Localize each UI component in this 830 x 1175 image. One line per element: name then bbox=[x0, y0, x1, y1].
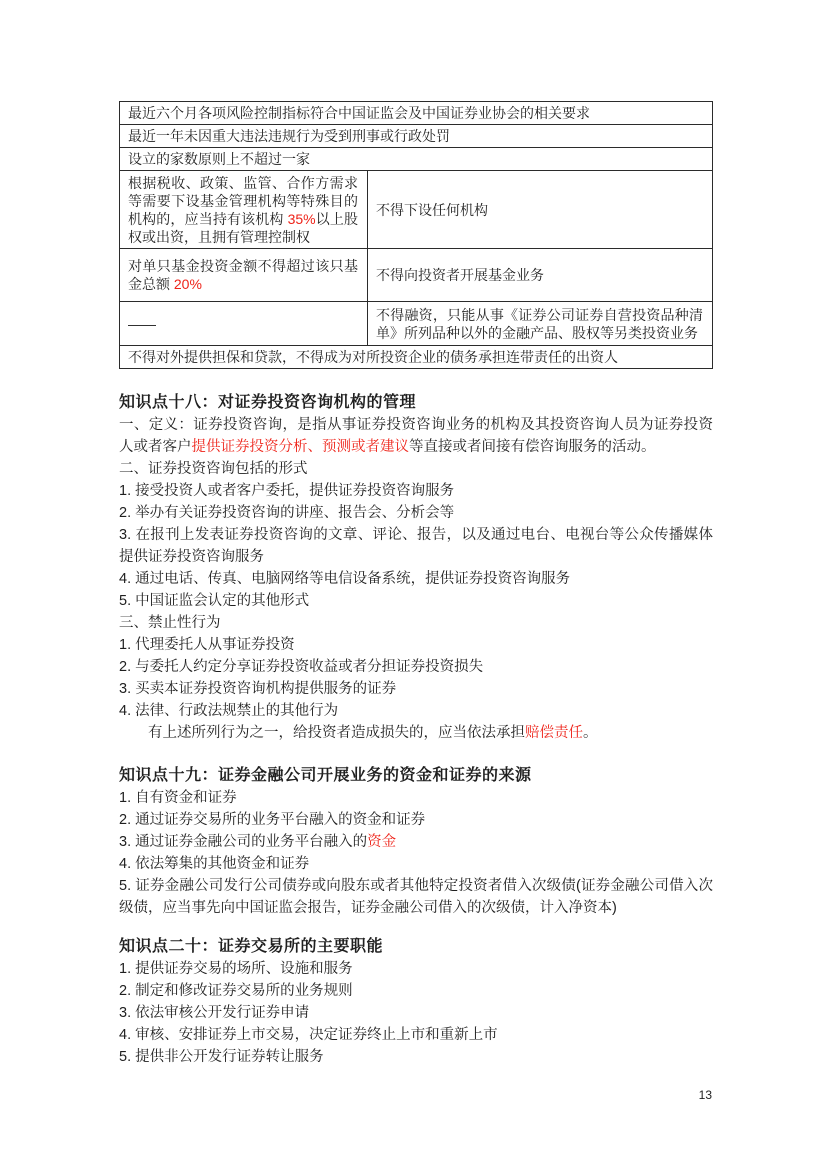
definition-paragraph bbox=[119, 414, 713, 458]
paragraph-text: 3. 通过证券金融公司的业务平台融入的 bbox=[119, 834, 368, 850]
cell-text: 对单只基金投资金额不得超过该只基金总额 bbox=[128, 258, 358, 292]
table-row bbox=[120, 148, 713, 171]
list-item: 5. 中国证监会认定的其他形式 bbox=[119, 593, 310, 609]
list-item: 2. 与委托人约定分享证券投资收益或者分担证券投资损失 bbox=[119, 659, 484, 675]
list-item: 1. 提供证券交易的场所、设施和服务 bbox=[119, 961, 353, 977]
list-item bbox=[119, 831, 713, 853]
paragraph-text: 1. 自有资金和证券 bbox=[119, 790, 237, 806]
list-item bbox=[119, 853, 713, 875]
paragraph-text: 有上述所列行为之一，给投资者造成损失的，应当依法承担 bbox=[148, 725, 525, 741]
table-cell bbox=[120, 249, 368, 302]
list-item: 3. 买卖本证券投资咨询机构提供服务的证券 bbox=[119, 681, 397, 697]
table-cell: 不得下设任何机构 bbox=[368, 171, 713, 249]
highlight-percent: 35% bbox=[287, 210, 316, 227]
cell-text: 根据税收、政策、监管、合作方需求等需要下设基金管理机构等特殊目的机构的，应当持有该机构 bbox=[128, 174, 358, 227]
subsection-heading: 三、禁止性行为 bbox=[119, 615, 221, 631]
list-item: 4. 法律、行政法规禁止的其他行为 bbox=[119, 703, 339, 719]
table-cell: 不得融资，只能从事《证券公司证券自营投资品种清单》所列品种以外的金融产品、股权等另类投资业务 bbox=[368, 302, 713, 346]
highlight-text: 提供证券投资分析、预测或者建议 bbox=[191, 439, 409, 455]
page-number: 13 bbox=[698, 1088, 712, 1102]
table-row bbox=[120, 302, 713, 346]
requirements-table bbox=[119, 101, 713, 369]
list-item: 1. 接受投资人或者客户委托，提供证券投资咨询服务 bbox=[119, 483, 455, 499]
table-row bbox=[120, 102, 713, 125]
list-item: 4. 审核、安排证券上市交易，决定证券终止上市和重新上市 bbox=[119, 1027, 498, 1043]
subsection-heading: 二、证券投资咨询包括的形式 bbox=[119, 461, 308, 477]
table-row bbox=[120, 171, 713, 249]
list-item: 2. 制定和修改证券交易所的业务规则 bbox=[119, 983, 353, 999]
list-item: 4. 通过电话、传真、电脑网络等电信设备系统，提供证券投资咨询服务 bbox=[119, 571, 571, 587]
table-cell: 不得向投资者开展基金业务 bbox=[368, 249, 713, 302]
paragraph-text: 。 bbox=[583, 725, 598, 741]
section-19-heading: 知识点十九：证券金融公司开展业务的资金和证券的来源 bbox=[119, 767, 532, 784]
list-item: 3. 依法审核公开发行证券申请 bbox=[119, 1005, 310, 1021]
table-cell: —— bbox=[120, 302, 368, 346]
list-item: 1. 代理委托人从事证券投资 bbox=[119, 637, 295, 653]
paragraph-text: 4. 依法筹集的其他资金和证券 bbox=[119, 856, 310, 872]
paragraph-text: 一、定义：证券投资咨询，是指从事证券投资咨询业务的机构及其投资咨询人员为证券投资人或者客户 bbox=[119, 417, 713, 455]
section-18-heading: 知识点十八：对证券投资咨询机构的管理 bbox=[119, 394, 417, 411]
table-row bbox=[120, 125, 713, 148]
table-cell: 不得对外提供担保和贷款，不得成为对所投资企业的债务承担连带责任的出资人 bbox=[120, 346, 713, 369]
highlight-percent: 20% bbox=[173, 276, 202, 292]
table-row bbox=[120, 346, 713, 369]
table-cell: 设立的家数原则上不超过一家 bbox=[120, 148, 713, 171]
cell-text: 以上股权或出资，且拥有管理控制权 bbox=[128, 210, 359, 245]
table-cell bbox=[120, 171, 368, 249]
list-item: 5. 提供非公开发行证券转让服务 bbox=[119, 1049, 324, 1065]
section-20-heading: 知识点二十：证券交易所的主要职能 bbox=[119, 938, 384, 955]
paragraph-text: 等直接或者间接有偿咨询服务的活动。 bbox=[409, 439, 656, 455]
highlight-text: 赔偿责任 bbox=[525, 725, 583, 741]
paragraph-text: 5. 证券金融公司发行公司债券或向股东或者其他特定投资者借入次级债(证券金融公司借入次级债，应当事先向中国证监会报告，证券金融公司借入的次级债，计入净资本) bbox=[119, 878, 713, 916]
highlight-text: 资金 bbox=[367, 834, 397, 850]
table-cell: 最近一年未因重大违法违规行为受到刑事或行政处罚 bbox=[120, 125, 713, 148]
note-paragraph bbox=[119, 722, 713, 744]
list-item: 3. 在报刊上发表证券投资咨询的文章、评论、报告，以及通过电台、电视台等公众传播媒体提供证券投资咨询服务 bbox=[119, 527, 713, 565]
list-item bbox=[119, 875, 713, 919]
paragraph-text: 2. 通过证券交易所的业务平台融入的资金和证券 bbox=[119, 812, 426, 828]
document-content bbox=[119, 101, 713, 1068]
table-cell: 最近六个月各项风险控制指标符合中国证监会及中国证券业协会的相关要求 bbox=[120, 102, 713, 125]
list-item: 2. 举办有关证券投资咨询的讲座、报告会、分析会等 bbox=[119, 505, 455, 521]
table-row bbox=[120, 249, 713, 302]
list-item bbox=[119, 809, 713, 831]
list-item bbox=[119, 787, 713, 809]
